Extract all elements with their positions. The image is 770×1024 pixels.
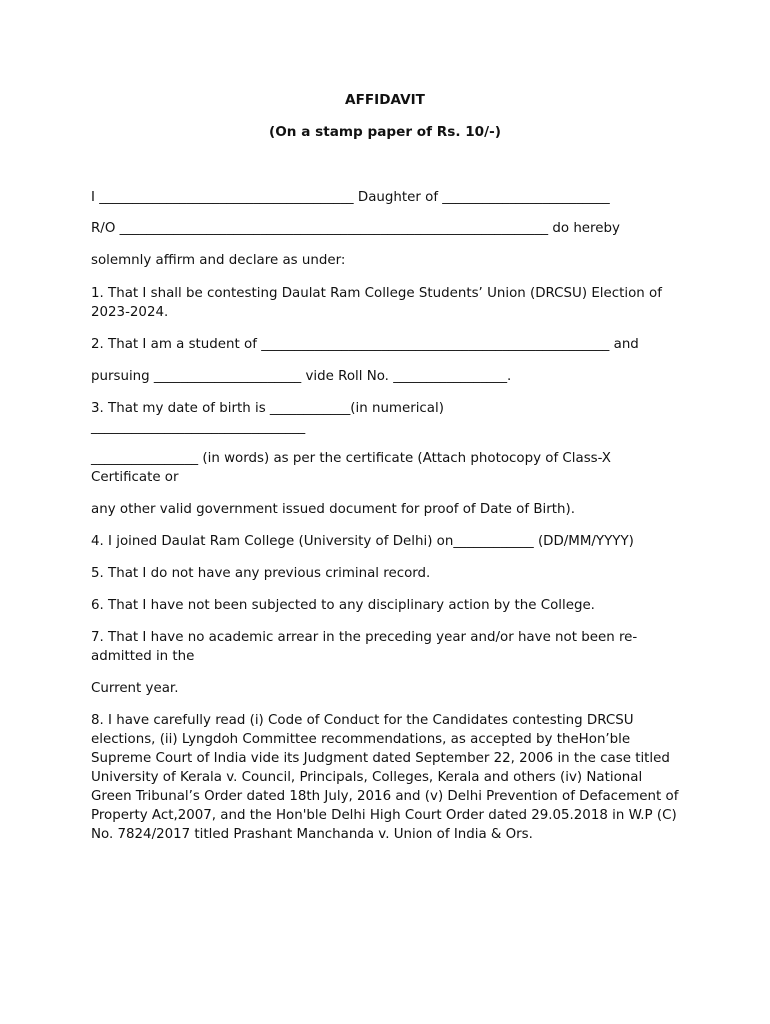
- clause-7-current-year: Current year.: [91, 681, 179, 696]
- line-residence: R/O ________________________________________________________________ do hereby: [91, 221, 620, 236]
- line-solemnly-affirm: solemnly affirm and declare as under:: [91, 253, 346, 268]
- clause-6-disciplinary-action: 6. That I have not been subjected to any disciplinary action by the College.: [91, 598, 595, 613]
- clause-5-criminal-record: 5. That I do not have any previous criminal record.: [91, 566, 431, 581]
- clause-1-contesting-election: 1. That I shall be contesting Daulat Ram College Students’ Union (DRCSU) Election of 2023-2024.: [91, 286, 662, 320]
- clause-3-date-of-birth: 3. That my date of birth is ____________(in numerical): [91, 401, 444, 416]
- clause-3-proof-document: any other valid government issued document for proof of Date of Birth).: [91, 502, 575, 517]
- document-title: AFFIDAVIT: [345, 92, 425, 108]
- clause-3-blank-line: ________________________________: [91, 420, 306, 435]
- clause-8-code-of-conduct: 8. I have carefully read (i) Code of Conduct for the Candidates contesting DRCSU elections, (ii) Lyngdoh Committee recommendations, as accepted by theHon’ble Supreme Court of India vide its Judgment dated September 22, 2006 in the case titled University of Kerala v. Council, Principals, Colleges, Kerala and others (iv) National Green Tribunal’s Order dated 18th July, 2016 and (v) Delhi Prevention of Defacement of Property Act,2007, and the Hon'ble Delhi High Court Order dated 29.05.2018 in W.P (C) No. 7824/2017 titled Prashant Manchanda v. Union of India & Ors.: [91, 713, 679, 842]
- line-name-daughter-of: I ______________________________________ Daughter of _________________________: [91, 190, 610, 205]
- document-subtitle: (On a stamp paper of Rs. 10/-): [269, 124, 501, 140]
- clause-2-pursuing-roll-no: pursuing ______________________ vide Roll No. _________________.: [91, 369, 512, 384]
- clause-4-joined-college: 4. I joined Daulat Ram College (University of Delhi) on____________ (DD/MM/YYYY): [91, 534, 634, 549]
- clause-2-student-of: 2. That I am a student of ____________________________________________________ and: [91, 337, 639, 352]
- clause-7-academic-arrear: 7. That I have no academic arrear in the preceding year and/or have not been re-admitted in the: [91, 630, 638, 664]
- clause-3-in-words: ________________ (in words) as per the certificate (Attach photocopy of Class-X Certificate or: [91, 451, 611, 485]
